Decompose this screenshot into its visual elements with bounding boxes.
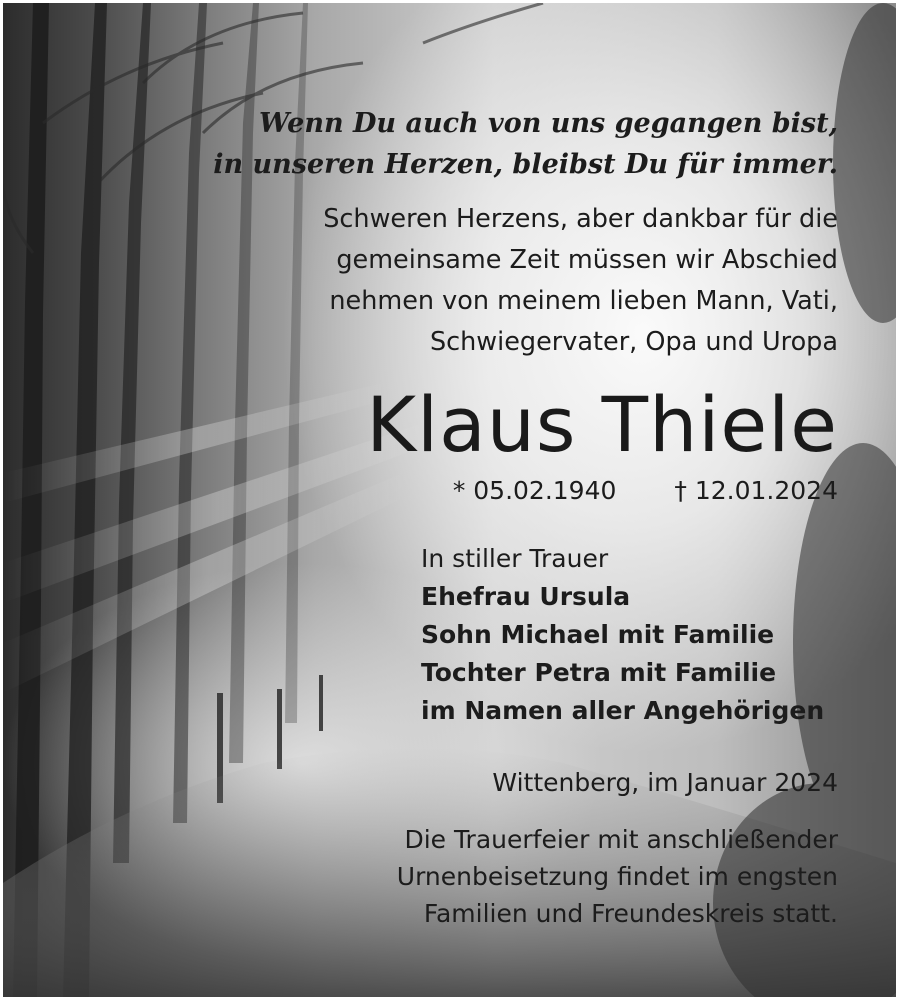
obituary-notice (3, 3, 896, 997)
farewell-line: nehmen von meinem lieben Mann, Vati, (329, 286, 838, 316)
mourner-name: Ehefrau Ursula (421, 582, 631, 611)
life-dates (453, 473, 838, 509)
mourners-list (421, 540, 824, 730)
death-date: † 12.01.2024 (674, 476, 838, 505)
farewell-line: gemeinsame Zeit müssen wir Abschied (336, 245, 838, 275)
ceremony-line: Urnenbeisetzung findet im engsten (396, 862, 838, 891)
mourner-name: im Namen aller Angehörigen (421, 696, 825, 725)
memorial-quote (213, 103, 838, 185)
farewell-text (323, 199, 838, 363)
birth-date: * 05.02.1940 (452, 476, 617, 505)
quote-line: Wenn Du auch von uns gegangen bist, (259, 108, 838, 139)
farewell-line: Schwiegervater, Opa und Uropa (429, 327, 838, 357)
mourning-intro: In stiller Trauer (421, 544, 609, 573)
mourner-name: Tochter Petra mit Familie (421, 658, 777, 687)
place-and-date: Wittenberg, im Januar 2024 (492, 768, 838, 797)
mourner-name: Sohn Michael mit Familie (421, 620, 775, 649)
ceremony-line: Familien und Freundeskreis statt. (423, 899, 838, 928)
deceased-name: Klaus Thiele (366, 380, 838, 469)
ceremony-info (397, 821, 838, 932)
quote-line: in unseren Herzen, bleibst Du für immer. (213, 149, 838, 180)
ceremony-line: Die Trauerfeier mit anschließender (404, 825, 838, 854)
farewell-line: Schweren Herzens, aber dankbar für die (323, 204, 838, 234)
